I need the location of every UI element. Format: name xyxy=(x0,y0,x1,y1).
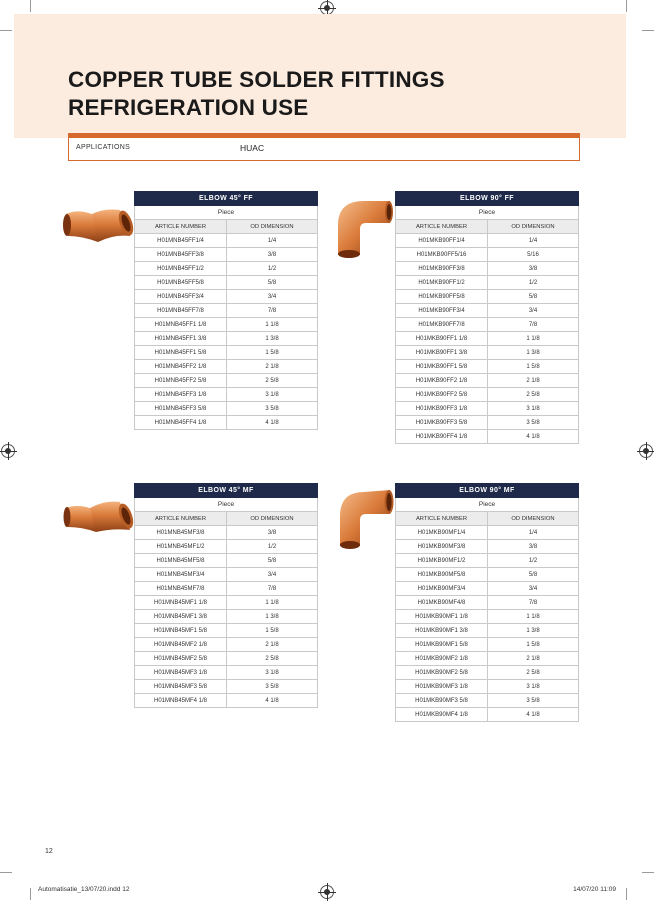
article-number-cell: H01MKB90FF3 1/8 xyxy=(396,402,488,416)
column-header-article: ARTICLE NUMBER xyxy=(396,220,488,234)
od-dimension-cell: 1 1/8 xyxy=(227,318,318,332)
table-row xyxy=(396,248,579,262)
article-number-cell: H01MKB90MF1/4 xyxy=(396,526,488,540)
table-row xyxy=(135,402,318,416)
table-row xyxy=(396,624,579,638)
article-number-cell: H01MNB45MF5/8 xyxy=(135,554,227,568)
article-number-cell: H01MKB90MF3/8 xyxy=(396,540,488,554)
elbow-90-mf-table xyxy=(395,483,579,722)
od-dimension-cell: 3 1/8 xyxy=(227,666,318,680)
table-row xyxy=(396,708,579,722)
table-row xyxy=(396,360,579,374)
elbow-90-ff-table xyxy=(395,191,579,444)
registration-mark-icon xyxy=(639,444,653,458)
od-dimension-cell: 2 1/8 xyxy=(488,652,579,666)
table-row xyxy=(135,554,318,568)
od-dimension-cell: 5/8 xyxy=(227,554,318,568)
column-header-od: OD DIMENSION xyxy=(227,512,318,526)
od-dimension-cell: 1 3/8 xyxy=(488,346,579,360)
od-dimension-cell: 3/4 xyxy=(488,582,579,596)
crop-mark xyxy=(30,888,31,900)
article-number-cell: H01MKB90FF5/8 xyxy=(396,290,488,304)
article-number-cell: H01MNB45FF4 1/8 xyxy=(135,416,227,430)
article-number-cell: H01MKB90MF1 1/8 xyxy=(396,610,488,624)
article-number-cell: H01MKB90MF4 1/8 xyxy=(396,708,488,722)
article-number-cell: H01MKB90FF7/8 xyxy=(396,318,488,332)
elbow-90-mf-image xyxy=(328,484,394,550)
od-dimension-cell: 1/4 xyxy=(488,526,579,540)
article-number-cell: H01MKB90FF1 5/8 xyxy=(396,360,488,374)
od-dimension-cell: 2 1/8 xyxy=(488,374,579,388)
column-header-article: ARTICLE NUMBER xyxy=(396,512,488,526)
od-dimension-cell: 3 1/8 xyxy=(488,402,579,416)
table-row xyxy=(396,596,579,610)
article-number-cell: H01MKB90MF2 1/8 xyxy=(396,652,488,666)
od-dimension-cell: 3/8 xyxy=(227,248,318,262)
table-title: ELBOW 90° MF xyxy=(396,484,579,498)
od-dimension-cell: 7/8 xyxy=(227,304,318,318)
table-row xyxy=(396,666,579,680)
page-number: 12 xyxy=(45,848,53,855)
table-row xyxy=(135,360,318,374)
table-row xyxy=(135,248,318,262)
od-dimension-cell: 1 3/8 xyxy=(227,332,318,346)
table-row xyxy=(396,318,579,332)
table-unit: Piece xyxy=(135,206,318,220)
table-row xyxy=(135,652,318,666)
od-dimension-cell: 1 3/8 xyxy=(227,610,318,624)
table-row xyxy=(135,276,318,290)
article-number-cell: H01MKB90FF1/2 xyxy=(396,276,488,290)
elbow-45-ff-image xyxy=(62,196,134,252)
od-dimension-cell: 1 1/8 xyxy=(227,596,318,610)
article-number-cell: H01MNB45MF3/8 xyxy=(135,526,227,540)
article-number-cell: H01MKB90MF1 5/8 xyxy=(396,638,488,652)
od-dimension-cell: 4 1/8 xyxy=(227,416,318,430)
article-number-cell: H01MKB90MF3 5/8 xyxy=(396,694,488,708)
table-unit: Piece xyxy=(135,498,318,512)
od-dimension-cell: 3/4 xyxy=(488,304,579,318)
article-number-cell: H01MNB45FF3/8 xyxy=(135,248,227,262)
od-dimension-cell: 3 5/8 xyxy=(227,680,318,694)
od-dimension-cell: 1 3/8 xyxy=(488,624,579,638)
article-number-cell: H01MKB90FF1 1/8 xyxy=(396,332,488,346)
table-row xyxy=(396,582,579,596)
article-number-cell: H01MNB45FF3/4 xyxy=(135,290,227,304)
table-row xyxy=(396,346,579,360)
od-dimension-cell: 1 5/8 xyxy=(227,624,318,638)
od-dimension-cell: 5/8 xyxy=(227,276,318,290)
article-number-cell: H01MKB90MF4/8 xyxy=(396,596,488,610)
article-number-cell: H01MKB90FF3/4 xyxy=(396,304,488,318)
article-number-cell: H01MNB45FF3 5/8 xyxy=(135,402,227,416)
od-dimension-cell: 1/4 xyxy=(488,234,579,248)
crop-mark xyxy=(0,872,12,873)
table-row xyxy=(135,290,318,304)
applications-value: HUAC xyxy=(240,143,265,153)
footer-timestamp: 14/07/20 11:09 xyxy=(573,886,616,893)
table-unit: Piece xyxy=(396,206,579,220)
od-dimension-cell: 3 5/8 xyxy=(488,694,579,708)
table-row xyxy=(396,388,579,402)
table-unit: Piece xyxy=(396,498,579,512)
table-row xyxy=(396,374,579,388)
od-dimension-cell: 7/8 xyxy=(227,582,318,596)
page-title xyxy=(68,66,445,122)
article-number-cell: H01MKB90FF1 3/8 xyxy=(396,346,488,360)
article-number-cell: H01MKB90MF3 1/8 xyxy=(396,680,488,694)
od-dimension-cell: 4 1/8 xyxy=(227,694,318,708)
crop-mark xyxy=(642,872,654,873)
table-row xyxy=(135,318,318,332)
table-row xyxy=(135,582,318,596)
table-row xyxy=(135,262,318,276)
od-dimension-cell: 1 1/8 xyxy=(488,610,579,624)
od-dimension-cell: 1 5/8 xyxy=(488,360,579,374)
registration-mark-icon xyxy=(1,444,15,458)
od-dimension-cell: 2 5/8 xyxy=(227,374,318,388)
column-header-od: OD DIMENSION xyxy=(488,512,579,526)
article-number-cell: H01MNB45FF1 1/8 xyxy=(135,318,227,332)
od-dimension-cell: 1/2 xyxy=(488,276,579,290)
table-row xyxy=(135,694,318,708)
table-row xyxy=(396,304,579,318)
od-dimension-cell: 3 1/8 xyxy=(488,680,579,694)
table-row xyxy=(135,540,318,554)
od-dimension-cell: 1/2 xyxy=(488,554,579,568)
article-number-cell: H01MNB45MF3 5/8 xyxy=(135,680,227,694)
crop-mark xyxy=(0,30,12,31)
table-row xyxy=(135,680,318,694)
title-line-1: COPPER TUBE SOLDER FITTINGS xyxy=(68,67,445,92)
table-row xyxy=(396,610,579,624)
footer-slug: Automatisatie_13/07/20.indd 12 xyxy=(38,886,130,893)
article-number-cell: H01MKB90FF2 5/8 xyxy=(396,388,488,402)
article-number-cell: H01MNB45FF1 3/8 xyxy=(135,332,227,346)
table-row xyxy=(135,234,318,248)
table-row xyxy=(135,304,318,318)
applications-label: APPLICATIONS xyxy=(76,144,131,151)
table-title: ELBOW 90° FF xyxy=(396,192,579,206)
article-number-cell: H01MNB45FF1/2 xyxy=(135,262,227,276)
table-row xyxy=(396,694,579,708)
article-number-cell: H01MNB45MF1 5/8 xyxy=(135,624,227,638)
article-number-cell: H01MNB45MF2 1/8 xyxy=(135,638,227,652)
table-row xyxy=(135,332,318,346)
crop-mark xyxy=(626,888,627,900)
article-number-cell: H01MKB90FF5/16 xyxy=(396,248,488,262)
article-number-cell: H01MNB45FF7/8 xyxy=(135,304,227,318)
table-row xyxy=(396,638,579,652)
crop-mark xyxy=(626,0,627,12)
od-dimension-cell: 7/8 xyxy=(488,318,579,332)
od-dimension-cell: 3/8 xyxy=(227,526,318,540)
table-row xyxy=(135,610,318,624)
od-dimension-cell: 5/8 xyxy=(488,568,579,582)
od-dimension-cell: 1/2 xyxy=(227,262,318,276)
article-number-cell: H01MKB90FF3 5/8 xyxy=(396,416,488,430)
article-number-cell: H01MKB90MF2 5/8 xyxy=(396,666,488,680)
article-number-cell: H01MKB90FF3/8 xyxy=(396,262,488,276)
article-number-cell: H01MNB45FF1/4 xyxy=(135,234,227,248)
table-row xyxy=(135,568,318,582)
od-dimension-cell: 3/4 xyxy=(227,290,318,304)
od-dimension-cell: 7/8 xyxy=(488,596,579,610)
od-dimension-cell: 1/2 xyxy=(227,540,318,554)
table-row xyxy=(396,234,579,248)
article-number-cell: H01MKB90FF2 1/8 xyxy=(396,374,488,388)
table-row xyxy=(135,388,318,402)
elbow-45-mf-image xyxy=(62,490,134,546)
registration-mark-icon xyxy=(320,885,334,899)
elbow-45-ff-table xyxy=(134,191,318,430)
crop-mark xyxy=(642,30,654,31)
od-dimension-cell: 5/8 xyxy=(488,290,579,304)
od-dimension-cell: 4 1/8 xyxy=(488,708,579,722)
article-number-cell: H01MNB45MF1/2 xyxy=(135,540,227,554)
table-row xyxy=(396,540,579,554)
title-line-2: REFRIGERATION USE xyxy=(68,95,309,120)
od-dimension-cell: 1 5/8 xyxy=(488,638,579,652)
column-header-od: OD DIMENSION xyxy=(488,220,579,234)
od-dimension-cell: 2 5/8 xyxy=(227,652,318,666)
od-dimension-cell: 2 1/8 xyxy=(227,360,318,374)
article-number-cell: H01MNB45FF2 1/8 xyxy=(135,360,227,374)
table-row xyxy=(135,416,318,430)
table-row xyxy=(135,638,318,652)
table-row xyxy=(135,624,318,638)
od-dimension-cell: 4 1/8 xyxy=(488,430,579,444)
table-row xyxy=(135,346,318,360)
table-row xyxy=(396,554,579,568)
article-number-cell: H01MNB45MF2 5/8 xyxy=(135,652,227,666)
od-dimension-cell: 3/8 xyxy=(488,540,579,554)
article-number-cell: H01MNB45MF4 1/8 xyxy=(135,694,227,708)
od-dimension-cell: 1/4 xyxy=(227,234,318,248)
article-number-cell: H01MKB90MF1/2 xyxy=(396,554,488,568)
applications-box xyxy=(68,138,580,161)
article-number-cell: H01MNB45FF2 5/8 xyxy=(135,374,227,388)
article-number-cell: H01MNB45MF3/4 xyxy=(135,568,227,582)
article-number-cell: H01MNB45MF1 3/8 xyxy=(135,610,227,624)
article-number-cell: H01MKB90FF4 1/8 xyxy=(396,430,488,444)
article-number-cell: H01MNB45FF3 1/8 xyxy=(135,388,227,402)
article-number-cell: H01MKB90MF1 3/8 xyxy=(396,624,488,638)
table-row xyxy=(396,416,579,430)
article-number-cell: H01MKB90MF3/4 xyxy=(396,582,488,596)
od-dimension-cell: 3 5/8 xyxy=(488,416,579,430)
article-number-cell: H01MNB45FF5/8 xyxy=(135,276,227,290)
od-dimension-cell: 1 1/8 xyxy=(488,332,579,346)
article-number-cell: H01MKB90FF1/4 xyxy=(396,234,488,248)
elbow-45-mf-table xyxy=(134,483,318,708)
table-row xyxy=(135,374,318,388)
column-header-od: OD DIMENSION xyxy=(227,220,318,234)
od-dimension-cell: 5/16 xyxy=(488,248,579,262)
od-dimension-cell: 2 1/8 xyxy=(227,638,318,652)
table-row xyxy=(396,262,579,276)
od-dimension-cell: 3/4 xyxy=(227,568,318,582)
article-number-cell: H01MNB45MF1 1/8 xyxy=(135,596,227,610)
article-number-cell: H01MKB90MF5/8 xyxy=(396,568,488,582)
article-number-cell: H01MNB45MF7/8 xyxy=(135,582,227,596)
table-row xyxy=(135,526,318,540)
column-header-article: ARTICLE NUMBER xyxy=(135,220,227,234)
table-row xyxy=(135,666,318,680)
od-dimension-cell: 2 5/8 xyxy=(488,388,579,402)
table-row xyxy=(396,568,579,582)
od-dimension-cell: 2 5/8 xyxy=(488,666,579,680)
table-row xyxy=(396,332,579,346)
crop-mark xyxy=(30,0,31,12)
od-dimension-cell: 3 1/8 xyxy=(227,388,318,402)
table-row xyxy=(396,680,579,694)
table-row xyxy=(396,290,579,304)
od-dimension-cell: 3/8 xyxy=(488,262,579,276)
table-row xyxy=(396,402,579,416)
table-row xyxy=(396,526,579,540)
column-header-article: ARTICLE NUMBER xyxy=(135,512,227,526)
table-row xyxy=(396,276,579,290)
table-title: ELBOW 45° FF xyxy=(135,192,318,206)
od-dimension-cell: 1 5/8 xyxy=(227,346,318,360)
registration-mark-icon xyxy=(320,1,334,15)
elbow-90-ff-image xyxy=(328,193,394,259)
od-dimension-cell: 3 5/8 xyxy=(227,402,318,416)
table-title: ELBOW 45° MF xyxy=(135,484,318,498)
table-row xyxy=(396,652,579,666)
table-row xyxy=(396,430,579,444)
article-number-cell: H01MNB45FF1 5/8 xyxy=(135,346,227,360)
article-number-cell: H01MNB45MF3 1/8 xyxy=(135,666,227,680)
table-row xyxy=(135,596,318,610)
